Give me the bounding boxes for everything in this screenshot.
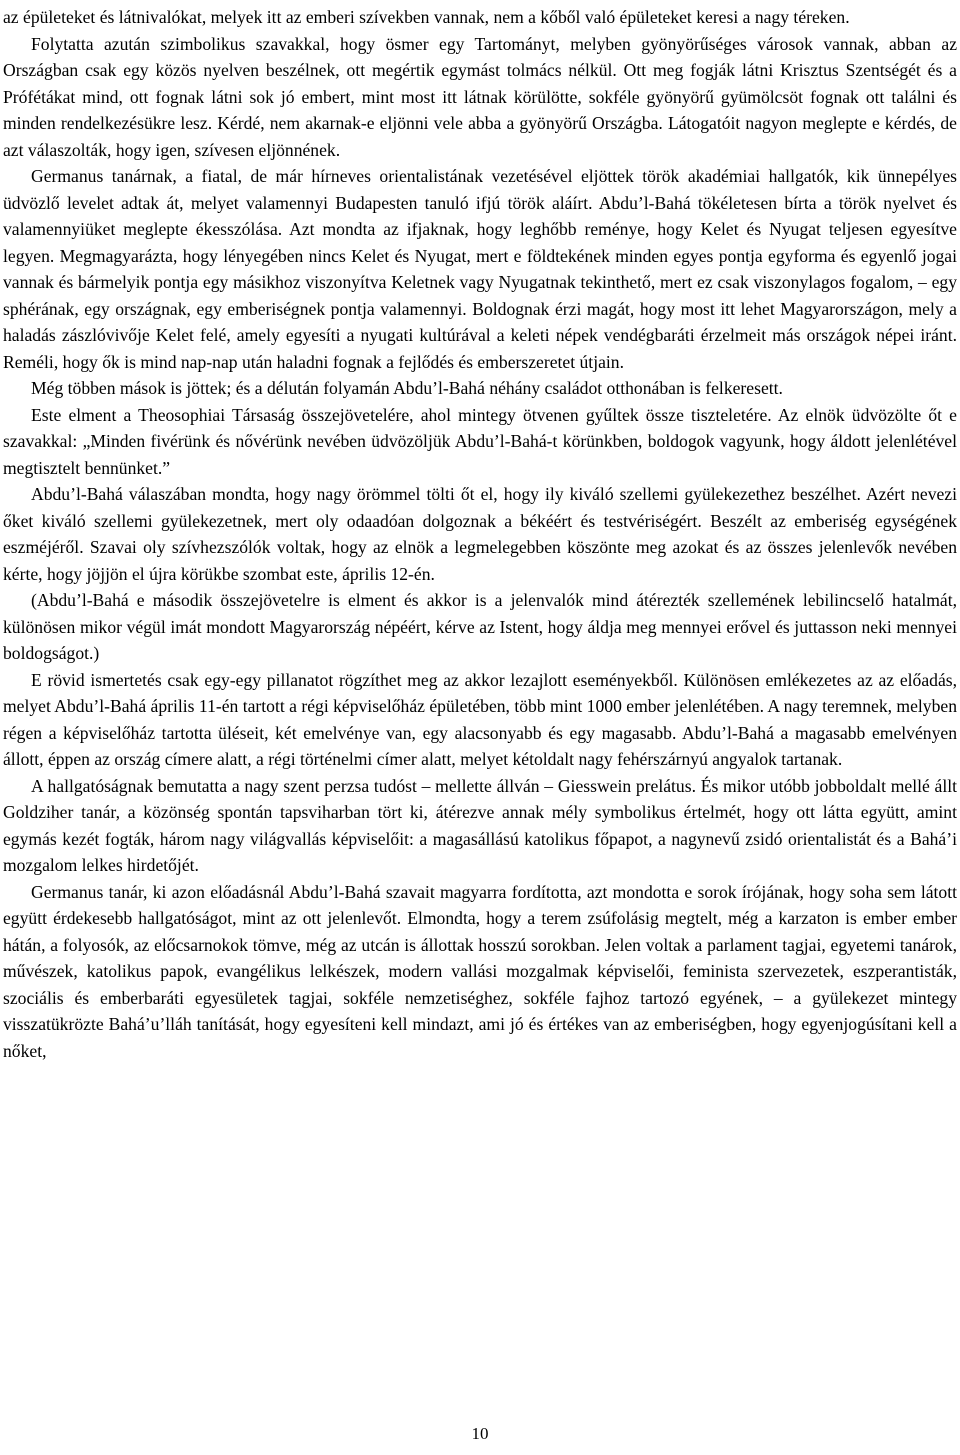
document-body	[3, 4, 957, 1064]
paragraph: Germanus tanár, ki azon előadásnál Abdu’l-Bahá szavait magyarra fordította, azt mondotta e sorok írójának, hogy soha sem látott együtt érdekesebb hallgatóságot, mint az ott jelenlevőt. Elmondta, hogy a terem zsúfolásig megtelt, még a karzaton is ember ember hátán, a folyosók, az előcsarnokok tömve, még az utcán is állottak hosszú sorokban. Jelen voltak a parlament tagjai, egyetemi tanárok, művészek, katolikus papok, evangélikus lelkészek, modern vallási mozgalmak képviselői, feminista szervezetek, eszperantisták, szociális és emberbaráti egyesületek tagjai, sokféle nemzetiséghez, sokféle fajhoz tartozó egyének, – a gyülekezet mintegy visszatükrözte Bahá’u’lláh tanítását, hogy egyesíteni kell mindazt, ami jó és értékes van az emberiségben, hogy egyenjogúsítani kell a nőket,	[3, 881, 957, 1061]
paragraph: Abdu’l-Bahá válaszában mondta, hogy nagy örömmel tölti őt el, hogy ily kiváló szellemi gyülekezethez beszélhet. Azért nevezi őket kiváló szellemi gyülekezetnek, mert oly odaadóan dolgoznak a békéért és testvériségért. Beszélt az emberiség egységének eszméjéről. Szavai oly szívhezszólók voltak, hogy az elnök a legmelegebben köszönte meg azokat és az összes jelenlevők nevében kérte, hogy jöjjön el újra körükbe szombat este, április 12-én.	[3, 484, 957, 584]
paragraph: (Abdu’l-Bahá e második összejövetelre is elment és akkor is a jelenvalók mind átérezték szellemének lebilincselő hatalmát, különösen mikor végül imát mondott Magyarország népéért, kérve az Istent, hogy áldja meg mennyei erővel és juttasson neki mennyei boldogságot.)	[3, 590, 957, 663]
paragraph: Folytatta azután szimbolikus szavakkal, hogy ösmer egy Tartományt, melyben gyönyörűséges városok vannak, abban az Országban csak egy közös nyelven beszélnek, ott megértik egymást tolmács nélkül. Ott meg fogják látni Krisztus Szentségét és a Prófétákat mind, ott fognak látni sok jó embert, mint most itt látnak körülötte, sokféle gyönyörű gyümölcsöt fognak ott találni és minden rendelkezésükre lesz. Kérdé, nem akarnak-e eljönni vele abba a gyönyörű Országba. Látogatóit nagyon meglepte e kérdés, de azt válaszolták, hogy igen, szívesen eljönnének.	[3, 33, 957, 160]
paragraph: Germanus tanárnak, a fiatal, de már hírneves orientalistának vezetésével eljöttek török akadémiai hallgatók, kik ünnepélyes üdvözlő levelet adtak át, melyet valamennyi Budapesten tanuló ifjú török aláírt. Abdu’l-Bahá tökéletesen bírta a török nyelvet és valamennyiüket meglepte ékesszólása. Azt mondta az ifjaknak, hogy leghőbb reménye, hogy Kelet és Nyugat teljesen egyesítve legyen. Megmagyarázta, hogy lényegében nincs Kelet és Nyugat, mert e földtekének minden egyes pontja egyforma és egyenlő jogai vannak és bármelyik pontja egy másikhoz viszonyítva Keletnek vagy Nyugatnak tekinthető, mert ez csak viszonylagos fogalom, – egy sphérának, egy országnak, egy emberiségnek pontja valamennyi. Boldognak érzi magát, hogy most itt lehet Magyarországon, mely a haladás zászlóvivője Kelet felé, amely egyesíti a nyugati kultúrával a keleti népek vendégbaráti érzelmeit más országok népei iránt. Reméli, hogy ők is mind nap-nap után haladni fognak a fejlődés és emberszeretet útjain.	[3, 166, 957, 372]
paragraph: E rövid ismertetés csak egy-egy pillanatot rögzíthet meg az akkor lezajlott eseményekből. Különösen emlékezetes az az előadás, melyet Abdu’l-Bahá április 11-én tartott a régi képviselőház épületében, több mint 1000 ember jelenlétében. A nagy teremnek, melyben régen a képviselőház tartotta üléseit, két emelvénye van, egy alacsonyabb és egy magasabb. Abdu’l-Bahá a magasabb emelvényen állott, éppen az ország címere alatt, a régi történelmi címer alatt, melyet kétoldalt nagy fehérszárnyú angyalok tartanak.	[3, 669, 957, 769]
paragraph: Még többen mások is jöttek; és a délután folyamán Abdu’l-Bahá néhány családot otthonában is felkeresett.	[31, 378, 783, 398]
page-number: 10	[471, 1424, 489, 1443]
paragraph: A hallgatóságnak bemutatta a nagy szent perzsa tudóst – mellette állván – Giesswein prelátus. És mikor utóbb jobboldalt mellé állt Goldziher tanár, a közönség spontán tapsviharban tört ki, átérezve annak mély symbolikus értelmét, hogy ott látta együtt, amint egymás kezét fogták, három nagy világvallás képviselőit: a magasállású katolikus főpapot, a nagynevű zsidó orientalistát és a Bahá’i mozgalom lelkes hirdetőjét.	[3, 775, 957, 875]
paragraph: Este elment a Theosophiai Társaság összejövetelére, ahol mintegy ötvenen gyűltek össze tiszteletére. Az elnök üdvözölte őt e szavakkal: „Minden fivérünk és nővérünk nevében üdvözöljük Abdu’l-Bahá-t körünkben, boldogok vagyunk, hogy áldott jelenlétével megtisztelt bennünket.”	[3, 404, 957, 478]
paragraph: az épületeket és látnivalókat, melyek itt az emberi szívekben vannak, nem a kőből való épületeket keresi a nagy téreken.	[3, 7, 850, 27]
